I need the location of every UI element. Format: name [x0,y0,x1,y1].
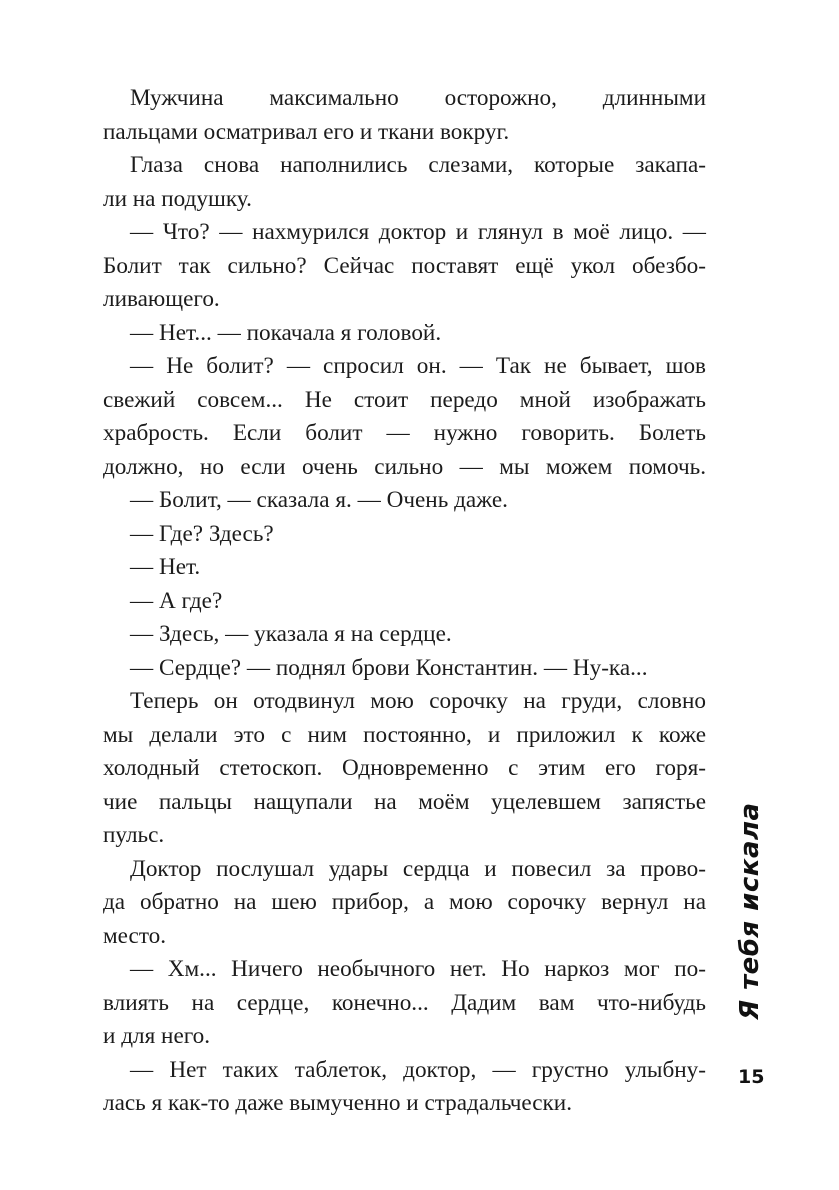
text-line: — Нет... — покачала я головой. [130,319,442,346]
text-line: должно, но если очень сильно — мы можем помочь. [103,453,706,480]
text-line: Мужчина максимально осторожно, длинными [130,85,706,111]
text-line: храбрость. Если болит — нужно говорить. Болеть [103,420,706,446]
text-line: Болит так сильно? Сейчас поставят ещё укол обезбо- [103,252,706,279]
text-line: пульс. [103,822,165,848]
text-line: Доктор послушал удары сердца и повесил за прово- [130,855,706,882]
text-line: Глаза снова наполнились слезами, которые закапа- [130,152,706,178]
text-line: чие пальцы нащупали на моём уцелевшем запястье [103,788,706,815]
text-line: влиять на сердце, конечно... Дадим вам что-нибудь [103,989,706,1016]
text-line: — А где? [130,587,223,614]
text-line: — Хм... Ничего необычного нет. Но наркоз мог по- [130,956,706,982]
text-line: — Здесь, — указала я на сердце. [130,621,452,647]
text-line: — Что? — нахмурился доктор и глянул в моё лицо. — [130,219,706,245]
text-line: ливающего. [103,286,220,312]
text-line: — Не болит? — спросил он. — Так не бывает, шов [130,353,706,379]
text-line: — Нет таких таблеток, доктор, — грустно улыбну- [130,1056,706,1083]
text-line: место. [103,922,167,949]
page-number: 15 [738,1066,765,1088]
running-header: Я тебя искала [735,802,765,1020]
text-line: да обратно на шею прибор, а мою сорочку вернул на [103,889,706,915]
text-line: лась я как-то даже вымученно и страдальчески. [103,1090,573,1116]
text-line: холодный стетоскоп. Одновременно с этим его горя- [103,755,706,781]
text-line: — Сердце? — поднял брови Константин. — Ну-ка... [130,654,648,681]
text-line: — Где? Здесь? [130,520,274,547]
text-line: ли на подушку. [103,185,252,212]
text-line: — Нет. [130,554,201,580]
text-line: свежий совсем... Не стоит передо мной изображать [103,386,706,413]
text-line: Теперь он отодвинул мою сорочку на груди, словно [130,688,706,714]
body-text [103,82,706,1121]
text-line: пальцами осматривал его и ткани вокруг. [103,118,510,145]
text-line: — Болит, — сказала я. — Очень даже. [130,487,508,513]
text-line: и для него. [103,1023,211,1049]
text-line: мы делали это с ним постоянно, и приложил к коже [103,721,706,748]
